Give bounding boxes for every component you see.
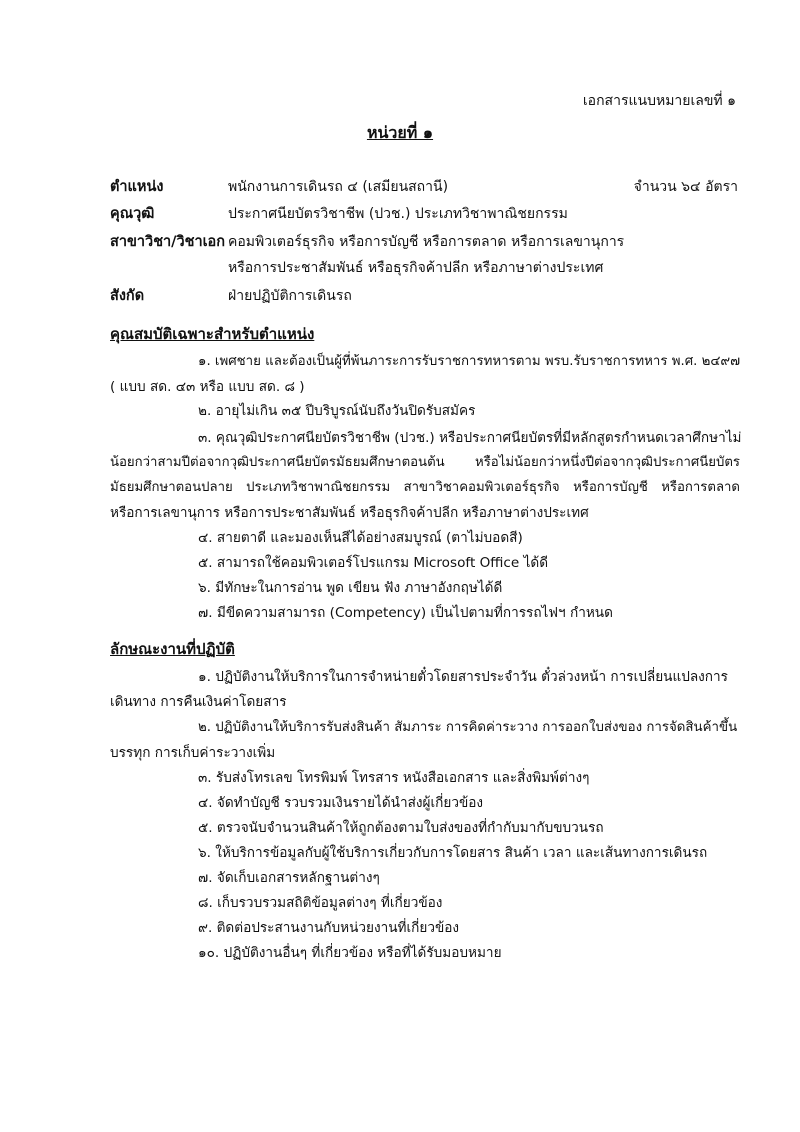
specific-item-3-line-3: มัธยมศึกษาตอนปลาย ประเภทวิชาพาณิชยกรรม สาขาวิชาคอมพิวเตอร์ธุรกิจ หรือการบัญชี หรือการตลาด [110, 480, 740, 495]
department-label: สังกัด [110, 288, 145, 304]
duty-item-8: ๘. เก็บรวบรวมสถิติข้อมูลต่างๆ ที่เกี่ยวข้อง [198, 895, 443, 911]
duty-item-2-line-2: บรรทุก การเก็บค่าระวางเพิ่ม [110, 745, 276, 761]
specific-item-7: ๗. มีขีดความสามารถ (Competency) เป็นไปตามที่การรถไฟฯ กำหนด [198, 605, 613, 621]
duty-item-1-line-1: ๑. ปฏิบัติงานให้บริการในการจำหน่ายตั๋วโดยสารประจำวัน ตั๋วล่วงหน้า การเปลี่ยนแปลงการ [198, 669, 728, 685]
duty-item-1-line-2: เดินทาง การคืนเงินค่าโดยสาร [110, 694, 287, 710]
qualification-label: คุณวุฒิ [110, 206, 155, 222]
duty-item-9: ๙. ติดต่อประสานงานกับหน่วยงานที่เกี่ยวข้อง [198, 920, 460, 936]
specific-item-2: ๒. อายุไม่เกิน ๓๕ ปีบริบูรณ์นับถึงวันปิดรับสมัคร [198, 403, 476, 419]
position-label: ตำแหน่ง [110, 179, 164, 195]
duty-item-10: ๑๐. ปฏิบัติงานอื่นๆ ที่เกี่ยวข้อง หรือที่ได้รับมอบหมาย [198, 945, 502, 961]
duty-item-3: ๓. รับส่งโทรเลข โทรพิมพ์ โทรสาร หนังสือเอกสาร และสิ่งพิมพ์ต่างๆ [198, 770, 590, 786]
duty-item-5: ๕. ตรวจนับจำนวนสินค้าให้ถูกต้องตามใบส่งของที่กำกับมากับขบวนรถ [198, 820, 604, 836]
unit-title: หน่วยที่ ๑ [366, 123, 434, 142]
department-value: ฝ่ายปฏิบัติการเดินรถ [228, 288, 352, 304]
major-line-2: หรือการประชาสัมพันธ์ หรือธุรกิจค้าปลีก หรือภาษาต่างประเทศ [228, 260, 604, 276]
major-label: สาขาวิชา/วิชาเอก [110, 234, 226, 250]
qualification-value: ประกาศนียบัตรวิชาชีพ (ปวช.) ประเภทวิชาพาณิชยกรรม [228, 206, 568, 222]
position-count: จำนวน ๖๔ อัตรา [633, 179, 738, 195]
specific-item-5: ๕. สามารถใช้คอมพิวเตอร์โปรแกรม Microsoft Office ได้ดี [198, 555, 549, 571]
specific-item-3-line-2: น้อยกว่าสามปีต่อจากวุฒิประกาศนียบัตรมัธยมศึกษาตอนต้น หรือไม่น้อยกว่าหนึ่งปีต่อจากวุฒิประกาศนียบัตร [110, 455, 740, 470]
specific-qualifications-heading: คุณสมบัติเฉพาะสำหรับตำแหน่ง [110, 325, 315, 343]
specific-item-1-line-2: ( แบบ สด. ๔๓ หรือ แบบ สด. ๘ ) [110, 379, 305, 395]
duty-item-6: ๖. ให้บริการข้อมูลกับผู้ใช้บริการเกี่ยวกับการโดยสาร สินค้า เวลา และเส้นทางการเดินรถ [198, 845, 708, 861]
position-value: พนักงานการเดินรถ ๔ (เสมียนสถานี) [228, 179, 449, 195]
duty-item-7: ๗. จัดเก็บเอกสารหลักฐานต่างๆ [198, 870, 380, 886]
specific-item-1-line-1: ๑. เพศชาย และต้องเป็นผู้ที่พ้นภาระการรับราชการทหารตาม พรบ.รับราชการทหาร พ.ศ. ๒๔๙๗ [198, 354, 741, 369]
duty-item-2-line-1: ๒. ปฏิบัติงานให้บริการรับส่งสินค้า สัมภาระ การคิดค่าระวาง การออกใบส่งของ การจัดสินค้าขึ้น [198, 720, 738, 735]
specific-item-3-line-1: ๓. คุณวุฒิประกาศนียบัตรวิชาชีพ (ปวช.) หรือประกาศนียบัตรที่มีหลักสูตรกำหนดเวลาศึกษาไม่ [198, 430, 742, 446]
specific-item-3-line-4: หรือการเลขานุการ หรือการประชาสัมพันธ์ หรือธุรกิจค้าปลีก หรือภาษาต่างประเทศ [110, 505, 589, 521]
major-line-1: คอมพิวเตอร์ธุรกิจ หรือการบัญชี หรือการตลาด หรือการเลขานุการ [228, 234, 625, 250]
duty-item-4: ๔. จัดทำบัญชี รวบรวมเงินรายได้นำส่งผู้เกี่ยวข้อง [198, 795, 484, 811]
duties-heading: ลักษณะงานที่ปฏิบัติ [110, 640, 235, 658]
specific-item-4: ๔. สายตาดี และมองเห็นสีได้อย่างสมบูรณ์ (ตาไม่บอดสี) [198, 530, 523, 546]
annex-label: เอกสารแนบหมายเลขที่ ๑ [582, 93, 736, 109]
specific-item-6: ๖. มีทักษะในการอ่าน พูด เขียน ฟัง ภาษาอังกฤษได้ดี [198, 580, 503, 596]
